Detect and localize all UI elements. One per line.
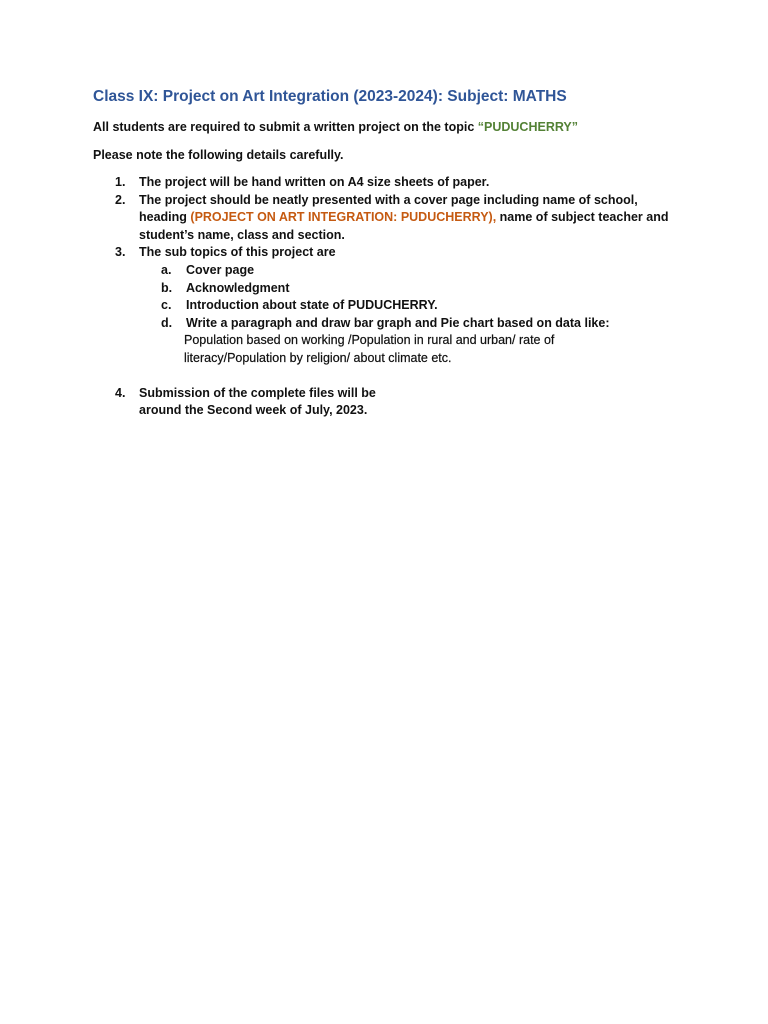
sub-item-text: Cover page xyxy=(186,262,255,277)
topic-name: “PUDUCHERRY” xyxy=(477,120,579,134)
note-paragraph: Please note the following details carefully. xyxy=(93,148,344,162)
sub-item-text: Write a paragraph and draw bar graph and Pie chart based on data like: xyxy=(186,315,610,330)
sub-item-text: Acknowledgment xyxy=(186,280,290,295)
heading-suffix: name of subject teacher and xyxy=(496,210,669,225)
sub-item-b xyxy=(93,280,693,298)
sub-letter: a. xyxy=(161,262,172,277)
heading-label: heading xyxy=(139,210,191,225)
list-item-line: around the Second week of July, 2023. xyxy=(139,403,368,418)
list-item-4 xyxy=(93,385,693,420)
list-item-1 xyxy=(93,174,693,192)
list-number: 1. xyxy=(115,175,126,189)
page-title: Class IX: Project on Art Integration (2023-2024): Subject: MATHS xyxy=(93,88,567,105)
sub-letter: c. xyxy=(161,298,172,313)
sub-letter: d. xyxy=(161,315,173,330)
intro-paragraph xyxy=(93,120,578,134)
sub-item-d xyxy=(93,315,693,333)
sub-item-c xyxy=(93,297,693,315)
list-item-line: student’s name, class and section. xyxy=(139,227,345,242)
list-item-line xyxy=(139,209,693,227)
data-topics-line: literacy/Population by religion/ about climate etc. xyxy=(184,350,452,365)
sub-item-text: Introduction about state of PUDUCHERRY. xyxy=(186,298,438,313)
sub-item-a xyxy=(93,262,693,280)
list-item-2 xyxy=(93,192,693,245)
sub-letter: b. xyxy=(161,280,173,295)
list-item-text: The project will be hand written on A4 size sheets of paper. xyxy=(139,175,490,189)
spacer xyxy=(93,368,693,385)
list-number: 3. xyxy=(115,245,126,260)
list-item-line: Submission of the complete files will be xyxy=(139,385,376,400)
list-number: 2. xyxy=(115,192,126,207)
list-item-text: The sub topics of this project are xyxy=(139,245,336,260)
data-topics-line: Population based on working /Population in rural and urban/ rate of xyxy=(184,333,555,348)
project-heading: (PROJECT ON ART INTEGRATION: PUDUCHERRY), xyxy=(190,210,497,225)
list-item-line: The project should be neatly presented with a cover page including name of school, xyxy=(139,192,638,207)
list-item-3 xyxy=(93,244,693,262)
list-number: 4. xyxy=(115,385,126,400)
intro-text: All students are required to submit a written project on the topic xyxy=(93,120,478,134)
instructions-list xyxy=(93,174,693,420)
